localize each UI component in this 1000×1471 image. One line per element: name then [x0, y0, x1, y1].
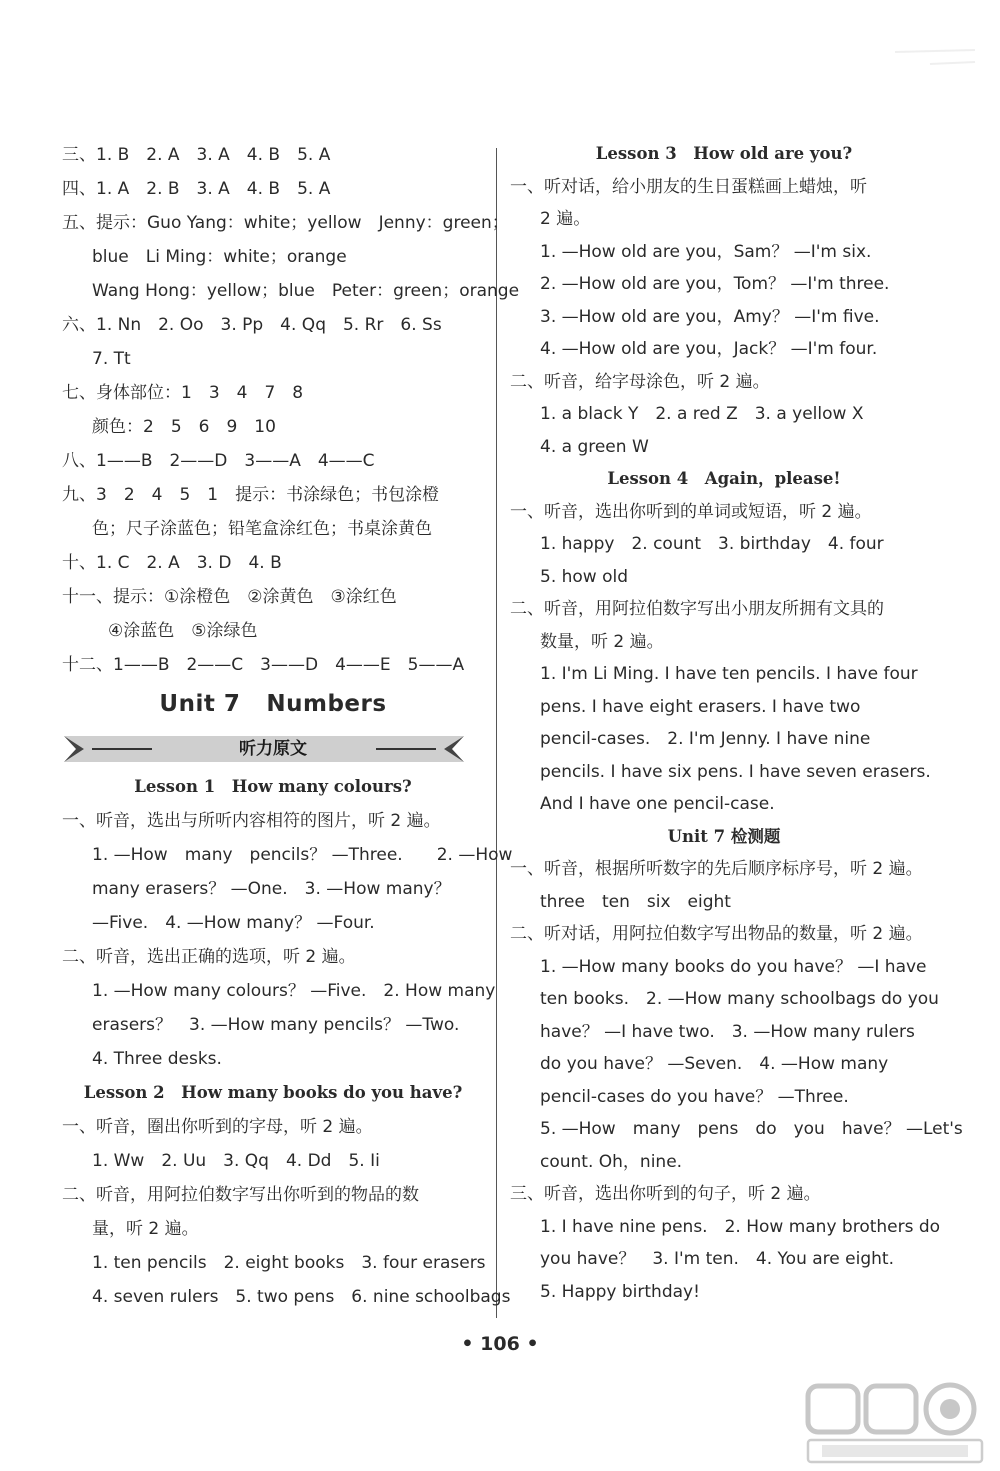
question-line: 2. —How old are you，Tom？ —I'm three. — [540, 274, 890, 294]
question-line: count. Oh，nine. — [540, 1151, 683, 1172]
left-column — [62, 138, 520, 1314]
answer-line: 十一、提示：①涂橙色 ②涂黄色 ③涂红色 — [62, 587, 397, 607]
question-line: you have？ 3. I'm ten. 4. You are eight. — [540, 1249, 894, 1269]
question-line: 1. ten pencils 2. eight books 3. four erasers — [92, 1253, 486, 1273]
question-line: do you have？ —Seven. 4. —How many — [540, 1054, 889, 1074]
test-title: Unit 7 检测题 — [667, 826, 781, 846]
answer-line: ④涂蓝色 ⑤涂绿色 — [108, 621, 258, 641]
question-line: 二、听音，给字母涂色，听 2 遍。 — [510, 371, 770, 392]
question-line: pencils. I have six pens. I have seven erasers. — [540, 761, 931, 782]
question-line: 4. seven rulers 5. two pens 6. nine schoolbags — [92, 1287, 511, 1307]
question-line: three ten six eight — [540, 891, 731, 912]
question-line: 一、听音，根据所听数字的先后顺序标序号，听 2 遍。 — [510, 859, 923, 879]
question-line: pencil-cases. 2. I'm Jenny. I have nine — [540, 729, 871, 749]
question-line: 数量，听 2 遍。 — [540, 631, 664, 652]
right-column — [510, 138, 963, 1308]
question-line: —Five. 4. —How many？ —Four. — [92, 913, 375, 933]
answer-line: 三、1. B 2. A 3. A 4. B 5. A — [62, 145, 331, 165]
question-line: 4. —How old are you，Jack？ —I'm four. — [540, 339, 878, 359]
question-line: 1. happy 2. count 3. birthday 4. four — [540, 534, 884, 554]
question-line: 二、听音，选出正确的选项，听 2 遍。 — [62, 947, 356, 967]
question-line: 二、听音，用阿拉伯数字写出你听到的物品的数 — [62, 1185, 419, 1205]
question-line: 一、听音，选出你听到的单词或短语，听 2 遍。 — [510, 501, 872, 522]
question-line: 2 遍。 — [540, 209, 591, 229]
question-line: And I have one pencil-case. — [540, 794, 775, 814]
question-line: pens. I have eight erasers. I have two — [540, 696, 861, 717]
answer-line: blue Li Ming：white；orange — [92, 247, 347, 267]
question-line: 一、听对话，给小朋友的生日蛋糕画上蜡烛，听 — [510, 176, 867, 197]
section-banner — [62, 732, 484, 766]
question-line: 1. —How old are you，Sam？ —I'm six. — [540, 241, 872, 262]
question-line: pencil-cases do you have？ —Three. — [540, 1086, 849, 1107]
question-line: 5. how old — [540, 566, 629, 587]
lesson-title: Lesson 4 Again，please! — [607, 469, 841, 488]
lesson-title: Lesson 3 How old are you? — [595, 144, 853, 163]
question-line: erasers？ 3. —How many pencils？ —Two. — [92, 1015, 460, 1035]
question-line: 1. I'm Li Ming. I have ten pencils. I have four — [540, 664, 918, 684]
watermark-logo-icon — [800, 1380, 990, 1466]
question-line: many erasers？ —One. 3. —How many？ — [92, 879, 451, 899]
question-line: 量，听 2 遍。 — [92, 1219, 199, 1239]
question-line: 1. I have nine pens. 2. How many brothers do — [540, 1216, 941, 1237]
answer-line: 九、3 2 4 5 1 提示：书涂绿色；书包涂橙 — [62, 485, 440, 505]
question-line: 5. Happy birthday! — [540, 1281, 700, 1302]
question-line: 1. a black Y 2. a red Z 3. a yellow X — [540, 404, 864, 424]
answer-line: 七、身体部位：1 3 4 7 8 — [62, 383, 304, 403]
answer-line: 十、1. C 2. A 3. D 4. B — [62, 553, 282, 573]
question-line: 3. —How old are you，Amy？ —I'm five. — [540, 306, 880, 327]
answer-line: 色；尺子涂蓝色；铅笔盒涂红色；书桌涂黄色 — [92, 519, 432, 539]
question-line: 1. —How many pencils？ —Three. 2. —How — [92, 845, 513, 865]
question-line: 一、听音，选出与所听内容相符的图片，听 2 遍。 — [62, 811, 441, 831]
question-line: 1. —How many colours？ —Five. 2. How many — [92, 981, 496, 1001]
question-line: 5. —How many pens do you have？ —Let's — [540, 1119, 963, 1139]
question-line: ten books. 2. —How many schoolbags do you — [540, 989, 939, 1009]
answer-line: 四、1. A 2. B 3. A 4. B 5. A — [62, 179, 331, 199]
banner-title: 听力原文 — [239, 739, 307, 759]
answer-line: 颜色：2 5 6 9 10 — [92, 417, 276, 437]
answer-line: 十二、1——B 2——C 3——D 4——E 5——A — [62, 655, 465, 675]
question-line: 二、听音，用阿拉伯数字写出小朋友所拥有文具的 — [510, 599, 884, 619]
page-number: • 106 • — [461, 1333, 539, 1355]
column-divider — [496, 148, 497, 1318]
answer-line: 7. Tt — [92, 349, 131, 369]
lesson-title: Lesson 1 How many colours? — [134, 777, 412, 796]
question-line: 一、听音，圈出你听到的字母，听 2 遍。 — [62, 1117, 373, 1137]
lesson-title: Lesson 2 How many books do you have? — [83, 1083, 463, 1102]
answer-line: 六、1. Nn 2. Oo 3. Pp 4. Qq 5. Rr 6. Ss — [62, 315, 442, 335]
question-line: have？ —I have two. 3. —How many rulers — [540, 1021, 915, 1042]
answer-line: 五、提示：Guo Yang：white；yellow Jenny：green； — [62, 213, 509, 233]
question-line: 1. —How many books do you have？ —I have — [540, 956, 927, 977]
scan-mark-icon — [890, 40, 980, 80]
question-line: 二、听对话，用阿拉伯数字写出物品的数量，听 2 遍。 — [510, 924, 923, 944]
answer-line: Wang Hong：yellow；blue Peter：green；orange — [92, 281, 520, 301]
question-line: 4. a green W — [540, 436, 649, 457]
unit-title — [62, 682, 484, 726]
question-line: 三、听音，选出你听到的句子，听 2 遍。 — [510, 1184, 821, 1204]
unit-number: Unit 7 — [159, 691, 241, 717]
question-line: 4. Three desks. — [92, 1049, 222, 1069]
answer-line: 八、1——B 2——D 3——A 4——C — [62, 451, 375, 471]
unit-name: Numbers — [266, 691, 387, 717]
question-line: 1. Ww 2. Uu 3. Qq 4. Dd 5. Ii — [92, 1151, 380, 1171]
